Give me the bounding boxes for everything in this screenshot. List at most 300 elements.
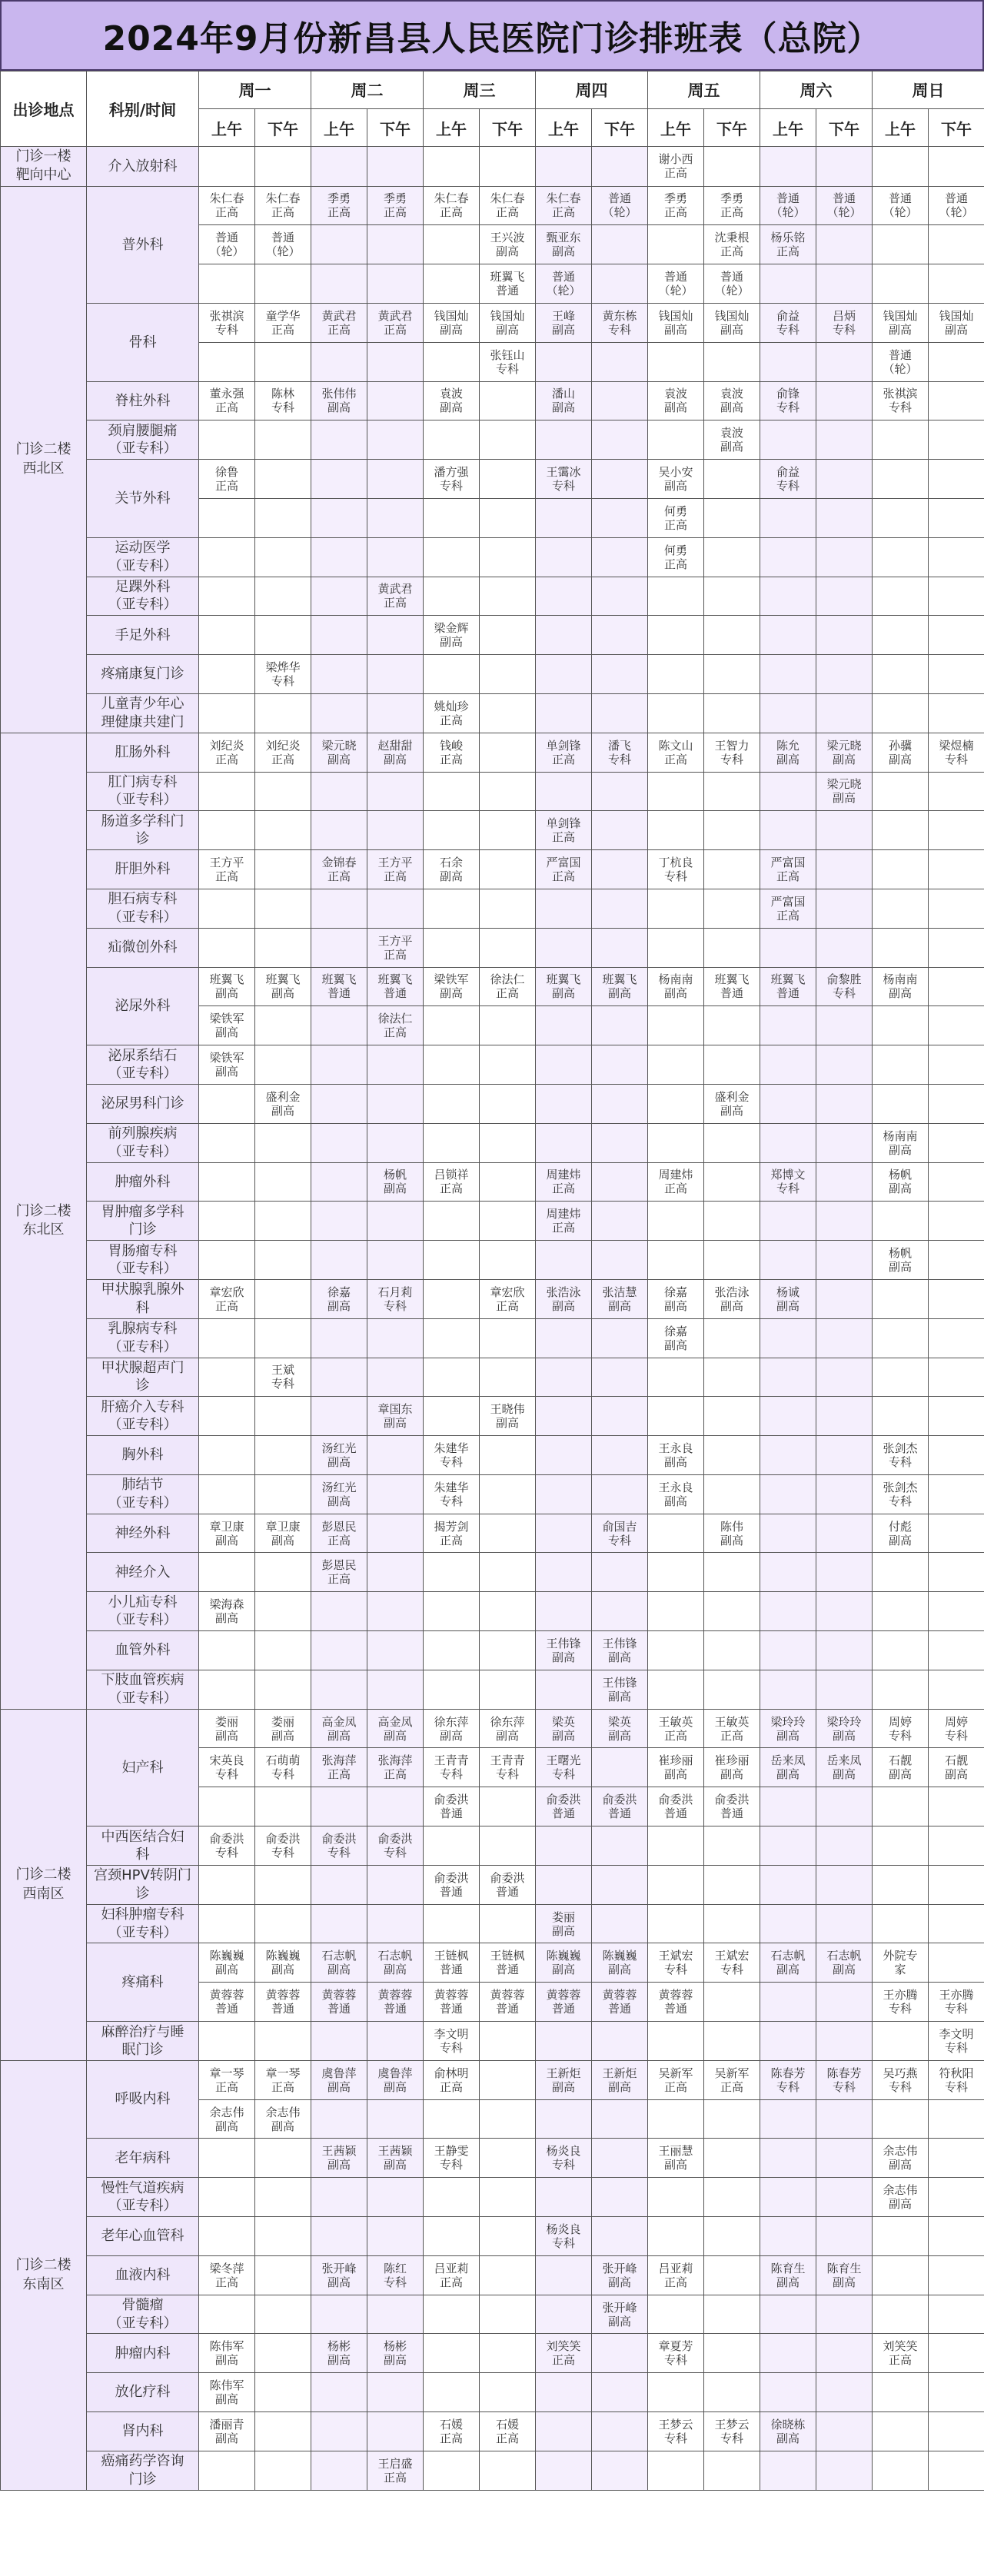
empty-slot bbox=[311, 1202, 367, 1241]
empty-slot bbox=[929, 1279, 984, 1318]
empty-slot bbox=[424, 1123, 480, 1162]
empty-slot bbox=[929, 1123, 984, 1162]
doctor-slot: 梁英 副高 bbox=[536, 1709, 592, 1748]
empty-slot bbox=[760, 2022, 816, 2061]
doctor-slot: 陈允 副高 bbox=[760, 733, 816, 772]
doctor-slot: 朱建华 专科 bbox=[424, 1474, 480, 1514]
empty-slot bbox=[816, 1514, 873, 1553]
empty-slot bbox=[929, 342, 984, 381]
empty-slot bbox=[816, 577, 873, 616]
empty-slot bbox=[929, 264, 984, 304]
dept-cell: 甲状腺超声门 诊 bbox=[87, 1358, 199, 1397]
doctor-slot: 章一琴 正高 bbox=[199, 2060, 255, 2099]
empty-slot bbox=[199, 420, 255, 460]
doctor-slot: 黄蓉蓉 普通 bbox=[255, 1983, 311, 2022]
empty-slot bbox=[873, 225, 929, 264]
empty-slot bbox=[199, 2217, 255, 2256]
doctor-slot: 季勇 正高 bbox=[704, 186, 760, 225]
dept-cell: 下肢血管疾病 （亚专科） bbox=[87, 1670, 199, 1709]
empty-slot bbox=[255, 342, 311, 381]
empty-slot bbox=[760, 1397, 816, 1436]
dept-cell: 乳腺病专科 （亚专科） bbox=[87, 1318, 199, 1358]
location-cell: 门诊二楼 西南区 bbox=[1, 1709, 87, 2060]
empty-slot bbox=[367, 1241, 424, 1280]
schedule-row bbox=[1, 928, 984, 967]
empty-slot bbox=[311, 420, 367, 460]
empty-slot bbox=[648, 693, 704, 733]
empty-slot bbox=[648, 1358, 704, 1397]
empty-slot bbox=[816, 2412, 873, 2451]
empty-slot bbox=[592, 225, 648, 264]
doctor-slot: 班翼飞 副高 bbox=[536, 967, 592, 1006]
doctor-slot: 徐嘉 副高 bbox=[648, 1318, 704, 1358]
empty-slot bbox=[480, 1358, 536, 1397]
empty-slot bbox=[255, 2139, 311, 2178]
doctor-slot: 吴新军 正高 bbox=[648, 2060, 704, 2099]
doctor-slot: 外院专 家 bbox=[873, 1943, 929, 1983]
empty-slot bbox=[760, 1436, 816, 1475]
doctor-slot: 普通 （轮） bbox=[929, 186, 984, 225]
empty-slot bbox=[367, 420, 424, 460]
empty-slot bbox=[592, 889, 648, 928]
empty-slot bbox=[424, 342, 480, 381]
empty-slot bbox=[367, 225, 424, 264]
day-header: 周二 bbox=[311, 71, 424, 109]
empty-slot bbox=[199, 1397, 255, 1436]
doctor-slot: 陈巍巍 副高 bbox=[199, 1943, 255, 1983]
empty-slot bbox=[816, 1826, 873, 1866]
empty-slot bbox=[760, 655, 816, 694]
empty-slot bbox=[536, 1241, 592, 1280]
empty-slot bbox=[592, 693, 648, 733]
empty-slot bbox=[536, 2099, 592, 2139]
doctor-slot: 徐嘉 副高 bbox=[311, 1279, 367, 1318]
schedule-row bbox=[1, 303, 984, 342]
doctor-slot: 陈春芳 专科 bbox=[816, 2060, 873, 2099]
dept-cell: 肠道多学科门 诊 bbox=[87, 811, 199, 850]
doctor-slot: 黄蓉蓉 普通 bbox=[480, 1983, 536, 2022]
schedule-row bbox=[1, 1202, 984, 1241]
empty-slot bbox=[480, 2217, 536, 2256]
empty-slot bbox=[648, 1865, 704, 1904]
empty-slot bbox=[648, 1123, 704, 1162]
empty-slot bbox=[592, 2022, 648, 2061]
empty-slot bbox=[929, 2139, 984, 2178]
doctor-slot: 俞黎胜 专科 bbox=[816, 967, 873, 1006]
schedule-row bbox=[1, 889, 984, 928]
empty-slot bbox=[929, 1631, 984, 1670]
empty-slot bbox=[760, 1826, 816, 1866]
empty-slot bbox=[199, 889, 255, 928]
doctor-slot: 梁元晓 副高 bbox=[816, 733, 873, 772]
empty-slot bbox=[873, 264, 929, 304]
doctor-slot: 杨彬 副高 bbox=[367, 2334, 424, 2373]
schedule-row bbox=[1, 1553, 984, 1592]
empty-slot bbox=[873, 420, 929, 460]
dept-cell: 泌尿系结石 （亚专科） bbox=[87, 1045, 199, 1085]
location-cell: 门诊一楼 靶向中心 bbox=[1, 147, 87, 187]
empty-slot bbox=[760, 2334, 816, 2373]
doctor-slot: 娄丽 副高 bbox=[255, 1709, 311, 1748]
empty-slot bbox=[367, 1202, 424, 1241]
empty-slot bbox=[816, 2022, 873, 2061]
empty-slot bbox=[480, 1162, 536, 1202]
doctor-slot: 盛利金 副高 bbox=[255, 1084, 311, 1123]
schedule-row bbox=[1, 537, 984, 577]
empty-slot bbox=[311, 2178, 367, 2217]
empty-slot bbox=[480, 577, 536, 616]
empty-slot bbox=[704, 537, 760, 577]
doctor-slot: 普通 （轮） bbox=[255, 225, 311, 264]
doctor-slot: 吕炳 专科 bbox=[816, 303, 873, 342]
empty-slot bbox=[873, 1904, 929, 1943]
doctor-slot: 袁波 副高 bbox=[704, 381, 760, 420]
empty-slot bbox=[816, 1006, 873, 1045]
doctor-slot: 单剑锋 正高 bbox=[536, 811, 592, 850]
empty-slot bbox=[255, 889, 311, 928]
empty-slot bbox=[816, 1241, 873, 1280]
dept-cell: 血管外科 bbox=[87, 1631, 199, 1670]
empty-slot bbox=[760, 693, 816, 733]
empty-slot bbox=[424, 420, 480, 460]
empty-slot bbox=[760, 498, 816, 537]
empty-slot bbox=[760, 1202, 816, 1241]
doctor-slot: 徐东萍 副高 bbox=[480, 1709, 536, 1748]
doctor-slot: 李文明 专科 bbox=[929, 2022, 984, 2061]
empty-slot bbox=[760, 1241, 816, 1280]
doctor-slot: 梁元晓 副高 bbox=[816, 772, 873, 811]
empty-slot bbox=[648, 1241, 704, 1280]
empty-slot bbox=[816, 2295, 873, 2334]
empty-slot bbox=[704, 1631, 760, 1670]
empty-slot bbox=[255, 1865, 311, 1904]
doctor-slot: 张伟伟 副高 bbox=[311, 381, 367, 420]
empty-slot bbox=[199, 1631, 255, 1670]
empty-slot bbox=[816, 2334, 873, 2373]
empty-slot bbox=[311, 2022, 367, 2061]
empty-slot bbox=[704, 2451, 760, 2490]
empty-slot bbox=[592, 1318, 648, 1358]
empty-slot bbox=[873, 889, 929, 928]
empty-slot bbox=[760, 2373, 816, 2412]
doctor-slot: 梁海森 副高 bbox=[199, 1592, 255, 1631]
doctor-slot: 俞委洪 普通 bbox=[480, 1865, 536, 1904]
empty-slot bbox=[424, 1904, 480, 1943]
empty-slot bbox=[648, 2099, 704, 2139]
dept-cell: 麻醉治疗与睡 眠门诊 bbox=[87, 2022, 199, 2061]
empty-slot bbox=[255, 498, 311, 537]
empty-slot bbox=[816, 2178, 873, 2217]
empty-slot bbox=[929, 1162, 984, 1202]
dept-cell: 胆石病专科 （亚专科） bbox=[87, 889, 199, 928]
empty-slot bbox=[424, 928, 480, 967]
empty-slot bbox=[816, 264, 873, 304]
doctor-slot: 杨南南 副高 bbox=[873, 967, 929, 1006]
schedule-row bbox=[1, 1943, 984, 1983]
dept-cell: 运动医学 （亚专科） bbox=[87, 537, 199, 577]
doctor-slot: 王曙光 专科 bbox=[536, 1748, 592, 1787]
empty-slot bbox=[311, 1670, 367, 1709]
empty-slot bbox=[816, 1436, 873, 1475]
empty-slot bbox=[929, 1670, 984, 1709]
empty-slot bbox=[704, 342, 760, 381]
empty-slot bbox=[873, 2295, 929, 2334]
empty-slot bbox=[704, 1670, 760, 1709]
empty-slot bbox=[929, 850, 984, 889]
schedule-row bbox=[1, 1241, 984, 1280]
dept-cell: 呼吸内科 bbox=[87, 2060, 199, 2139]
empty-slot bbox=[760, 1787, 816, 1826]
empty-slot bbox=[424, 1553, 480, 1592]
empty-slot bbox=[424, 2217, 480, 2256]
day-header: 周五 bbox=[648, 71, 760, 109]
doctor-slot: 黄蓉蓉 普通 bbox=[536, 1983, 592, 2022]
doctor-slot: 俞委洪 专科 bbox=[367, 1826, 424, 1866]
empty-slot bbox=[648, 811, 704, 850]
empty-slot bbox=[480, 420, 536, 460]
empty-slot bbox=[648, 2295, 704, 2334]
empty-slot bbox=[424, 772, 480, 811]
doctor-slot: 班翼飞 普通 bbox=[367, 967, 424, 1006]
empty-slot bbox=[760, 1318, 816, 1358]
empty-slot bbox=[536, 1865, 592, 1904]
am-header: 上午 bbox=[199, 109, 255, 147]
empty-slot bbox=[367, 2022, 424, 2061]
empty-slot bbox=[255, 2373, 311, 2412]
empty-slot bbox=[760, 1084, 816, 1123]
empty-slot bbox=[704, 2178, 760, 2217]
empty-slot bbox=[648, 1045, 704, 1085]
empty-slot bbox=[255, 1241, 311, 1280]
empty-slot bbox=[873, 1553, 929, 1592]
doctor-slot: 俞委洪 专科 bbox=[255, 1826, 311, 1866]
empty-slot bbox=[648, 2022, 704, 2061]
empty-slot bbox=[704, 693, 760, 733]
doctor-slot: 杨炎良 专科 bbox=[536, 2139, 592, 2178]
doctor-slot: 普通 （轮） bbox=[648, 264, 704, 304]
empty-slot bbox=[929, 811, 984, 850]
empty-slot bbox=[255, 2178, 311, 2217]
doctor-slot: 班翼飞 普通 bbox=[480, 264, 536, 304]
empty-slot bbox=[536, 693, 592, 733]
doctor-slot: 潘飞 专科 bbox=[592, 733, 648, 772]
empty-slot bbox=[648, 928, 704, 967]
doctor-slot: 杨南南 副高 bbox=[873, 1123, 929, 1162]
doctor-slot: 梁金辉 副高 bbox=[424, 616, 480, 655]
doctor-slot: 汤红光 副高 bbox=[311, 1474, 367, 1514]
doctor-slot: 俞委洪 专科 bbox=[311, 1826, 367, 1866]
empty-slot bbox=[592, 537, 648, 577]
empty-slot bbox=[760, 1631, 816, 1670]
empty-slot bbox=[929, 2217, 984, 2256]
empty-slot bbox=[480, 2255, 536, 2295]
doctor-slot: 袁波 副高 bbox=[424, 381, 480, 420]
empty-slot bbox=[199, 1358, 255, 1397]
empty-slot bbox=[929, 1943, 984, 1983]
empty-slot bbox=[873, 2255, 929, 2295]
empty-slot bbox=[255, 1397, 311, 1436]
empty-slot bbox=[367, 1514, 424, 1553]
empty-slot bbox=[311, 2412, 367, 2451]
empty-slot bbox=[760, 577, 816, 616]
empty-slot bbox=[929, 1592, 984, 1631]
empty-slot bbox=[704, 772, 760, 811]
empty-slot bbox=[367, 1436, 424, 1475]
dept-cell: 骨髓瘤 （亚专科） bbox=[87, 2295, 199, 2334]
doctor-slot: 吕亚莉 正高 bbox=[648, 2255, 704, 2295]
schedule-row bbox=[1, 811, 984, 850]
empty-slot bbox=[424, 2451, 480, 2490]
dept-cell: 介入放射科 bbox=[87, 147, 199, 187]
doctor-slot: 赵甜甜 副高 bbox=[367, 733, 424, 772]
empty-slot bbox=[199, 1670, 255, 1709]
empty-slot bbox=[367, 693, 424, 733]
empty-slot bbox=[704, 1162, 760, 1202]
empty-slot bbox=[592, 2217, 648, 2256]
empty-slot bbox=[704, 460, 760, 499]
empty-slot bbox=[873, 147, 929, 187]
empty-slot bbox=[311, 928, 367, 967]
dept-cell: 疝微创外科 bbox=[87, 928, 199, 967]
empty-slot bbox=[255, 1123, 311, 1162]
empty-slot bbox=[873, 772, 929, 811]
empty-slot bbox=[199, 1202, 255, 1241]
doctor-slot: 沈秉根 正高 bbox=[704, 225, 760, 264]
doctor-slot: 章卫康 副高 bbox=[199, 1514, 255, 1553]
empty-slot bbox=[816, 225, 873, 264]
empty-slot bbox=[873, 1045, 929, 1085]
empty-slot bbox=[929, 928, 984, 967]
empty-slot bbox=[760, 342, 816, 381]
empty-slot bbox=[760, 1670, 816, 1709]
location-header: 出诊地点 bbox=[1, 71, 87, 147]
empty-slot bbox=[816, 1318, 873, 1358]
pm-header: 下午 bbox=[592, 109, 648, 147]
doctor-slot: 王智力 专科 bbox=[704, 733, 760, 772]
empty-slot bbox=[424, 1006, 480, 1045]
empty-slot bbox=[480, 1202, 536, 1241]
empty-slot bbox=[704, 1006, 760, 1045]
doctor-slot: 盛利金 副高 bbox=[704, 1084, 760, 1123]
empty-slot bbox=[816, 889, 873, 928]
doctor-slot: 王梦云 专科 bbox=[648, 2412, 704, 2451]
empty-slot bbox=[311, 498, 367, 537]
empty-slot bbox=[255, 420, 311, 460]
doctor-slot: 吕锁祥 正高 bbox=[424, 1162, 480, 1202]
empty-slot bbox=[592, 1865, 648, 1904]
doctor-slot: 章宏欣 正高 bbox=[480, 1279, 536, 1318]
doctor-slot: 丁杭良 专科 bbox=[648, 850, 704, 889]
doctor-slot: 普通 （轮） bbox=[592, 186, 648, 225]
doctor-slot: 石余 副高 bbox=[424, 850, 480, 889]
empty-slot bbox=[873, 537, 929, 577]
doctor-slot: 董永强 正高 bbox=[199, 381, 255, 420]
empty-slot bbox=[424, 1084, 480, 1123]
doctor-slot: 吴小安 副高 bbox=[648, 460, 704, 499]
empty-slot bbox=[592, 2451, 648, 2490]
empty-slot bbox=[255, 1787, 311, 1826]
empty-slot bbox=[816, 498, 873, 537]
empty-slot bbox=[255, 1045, 311, 1085]
empty-slot bbox=[480, 1123, 536, 1162]
doctor-slot: 石志帆 副高 bbox=[816, 1943, 873, 1983]
empty-slot bbox=[311, 772, 367, 811]
doctor-slot: 石靓 副高 bbox=[873, 1748, 929, 1787]
schedule-row bbox=[1, 1865, 984, 1904]
empty-slot bbox=[760, 1358, 816, 1397]
doctor-slot: 袁波 副高 bbox=[648, 381, 704, 420]
doctor-slot: 杨炎良 专科 bbox=[536, 2217, 592, 2256]
empty-slot bbox=[199, 537, 255, 577]
empty-slot bbox=[816, 1553, 873, 1592]
doctor-slot: 杨乐铭 正高 bbox=[760, 225, 816, 264]
empty-slot bbox=[424, 577, 480, 616]
schedule-row bbox=[1, 772, 984, 811]
doctor-slot: 俞益 专科 bbox=[760, 460, 816, 499]
doctor-slot: 王亦腾 专科 bbox=[929, 1983, 984, 2022]
empty-slot bbox=[648, 772, 704, 811]
doctor-slot: 徐法仁 正高 bbox=[367, 1006, 424, 1045]
empty-slot bbox=[816, 2451, 873, 2490]
empty-slot bbox=[480, 2139, 536, 2178]
empty-slot bbox=[929, 1241, 984, 1280]
empty-slot bbox=[199, 1436, 255, 1475]
empty-slot bbox=[311, 1592, 367, 1631]
empty-slot bbox=[311, 1865, 367, 1904]
empty-slot bbox=[311, 537, 367, 577]
empty-slot bbox=[480, 147, 536, 187]
dept-cell: 肺结节 （亚专科） bbox=[87, 1474, 199, 1514]
empty-slot bbox=[929, 1006, 984, 1045]
doctor-slot: 章夏芳 专科 bbox=[648, 2334, 704, 2373]
dept-cell: 肛肠外科 bbox=[87, 733, 199, 772]
schedule-row bbox=[1, 2295, 984, 2334]
empty-slot bbox=[480, 2334, 536, 2373]
empty-slot bbox=[311, 147, 367, 187]
doctor-slot: 黄武君 正高 bbox=[367, 303, 424, 342]
dept-cell: 妇科肿瘤专科 （亚专科） bbox=[87, 1904, 199, 1943]
doctor-slot: 钱国灿 副高 bbox=[424, 303, 480, 342]
empty-slot bbox=[480, 1670, 536, 1709]
empty-slot bbox=[704, 2099, 760, 2139]
empty-slot bbox=[311, 1241, 367, 1280]
empty-slot bbox=[592, 2099, 648, 2139]
empty-slot bbox=[592, 1006, 648, 1045]
doctor-slot: 俞委洪 普通 bbox=[592, 1787, 648, 1826]
empty-slot bbox=[592, 850, 648, 889]
empty-slot bbox=[929, 1084, 984, 1123]
doctor-slot: 金锦春 正高 bbox=[311, 850, 367, 889]
empty-slot bbox=[255, 577, 311, 616]
doctor-slot: 梁铁军 副高 bbox=[199, 1045, 255, 1085]
empty-slot bbox=[592, 1123, 648, 1162]
empty-slot bbox=[480, 2022, 536, 2061]
empty-slot bbox=[929, 537, 984, 577]
doctor-slot: 班翼飞 普通 bbox=[704, 967, 760, 1006]
empty-slot bbox=[929, 1787, 984, 1826]
empty-slot bbox=[592, 772, 648, 811]
empty-slot bbox=[311, 225, 367, 264]
dept-cell: 癌痛药学咨询 门诊 bbox=[87, 2451, 199, 2490]
empty-slot bbox=[704, 1474, 760, 1514]
empty-slot bbox=[873, 1318, 929, 1358]
doctor-slot: 陈林 专科 bbox=[255, 381, 311, 420]
empty-slot bbox=[873, 1279, 929, 1318]
empty-slot bbox=[760, 1123, 816, 1162]
empty-slot bbox=[816, 1397, 873, 1436]
doctor-slot: 陈巍巍 副高 bbox=[592, 1943, 648, 1983]
day-header: 周一 bbox=[199, 71, 311, 109]
